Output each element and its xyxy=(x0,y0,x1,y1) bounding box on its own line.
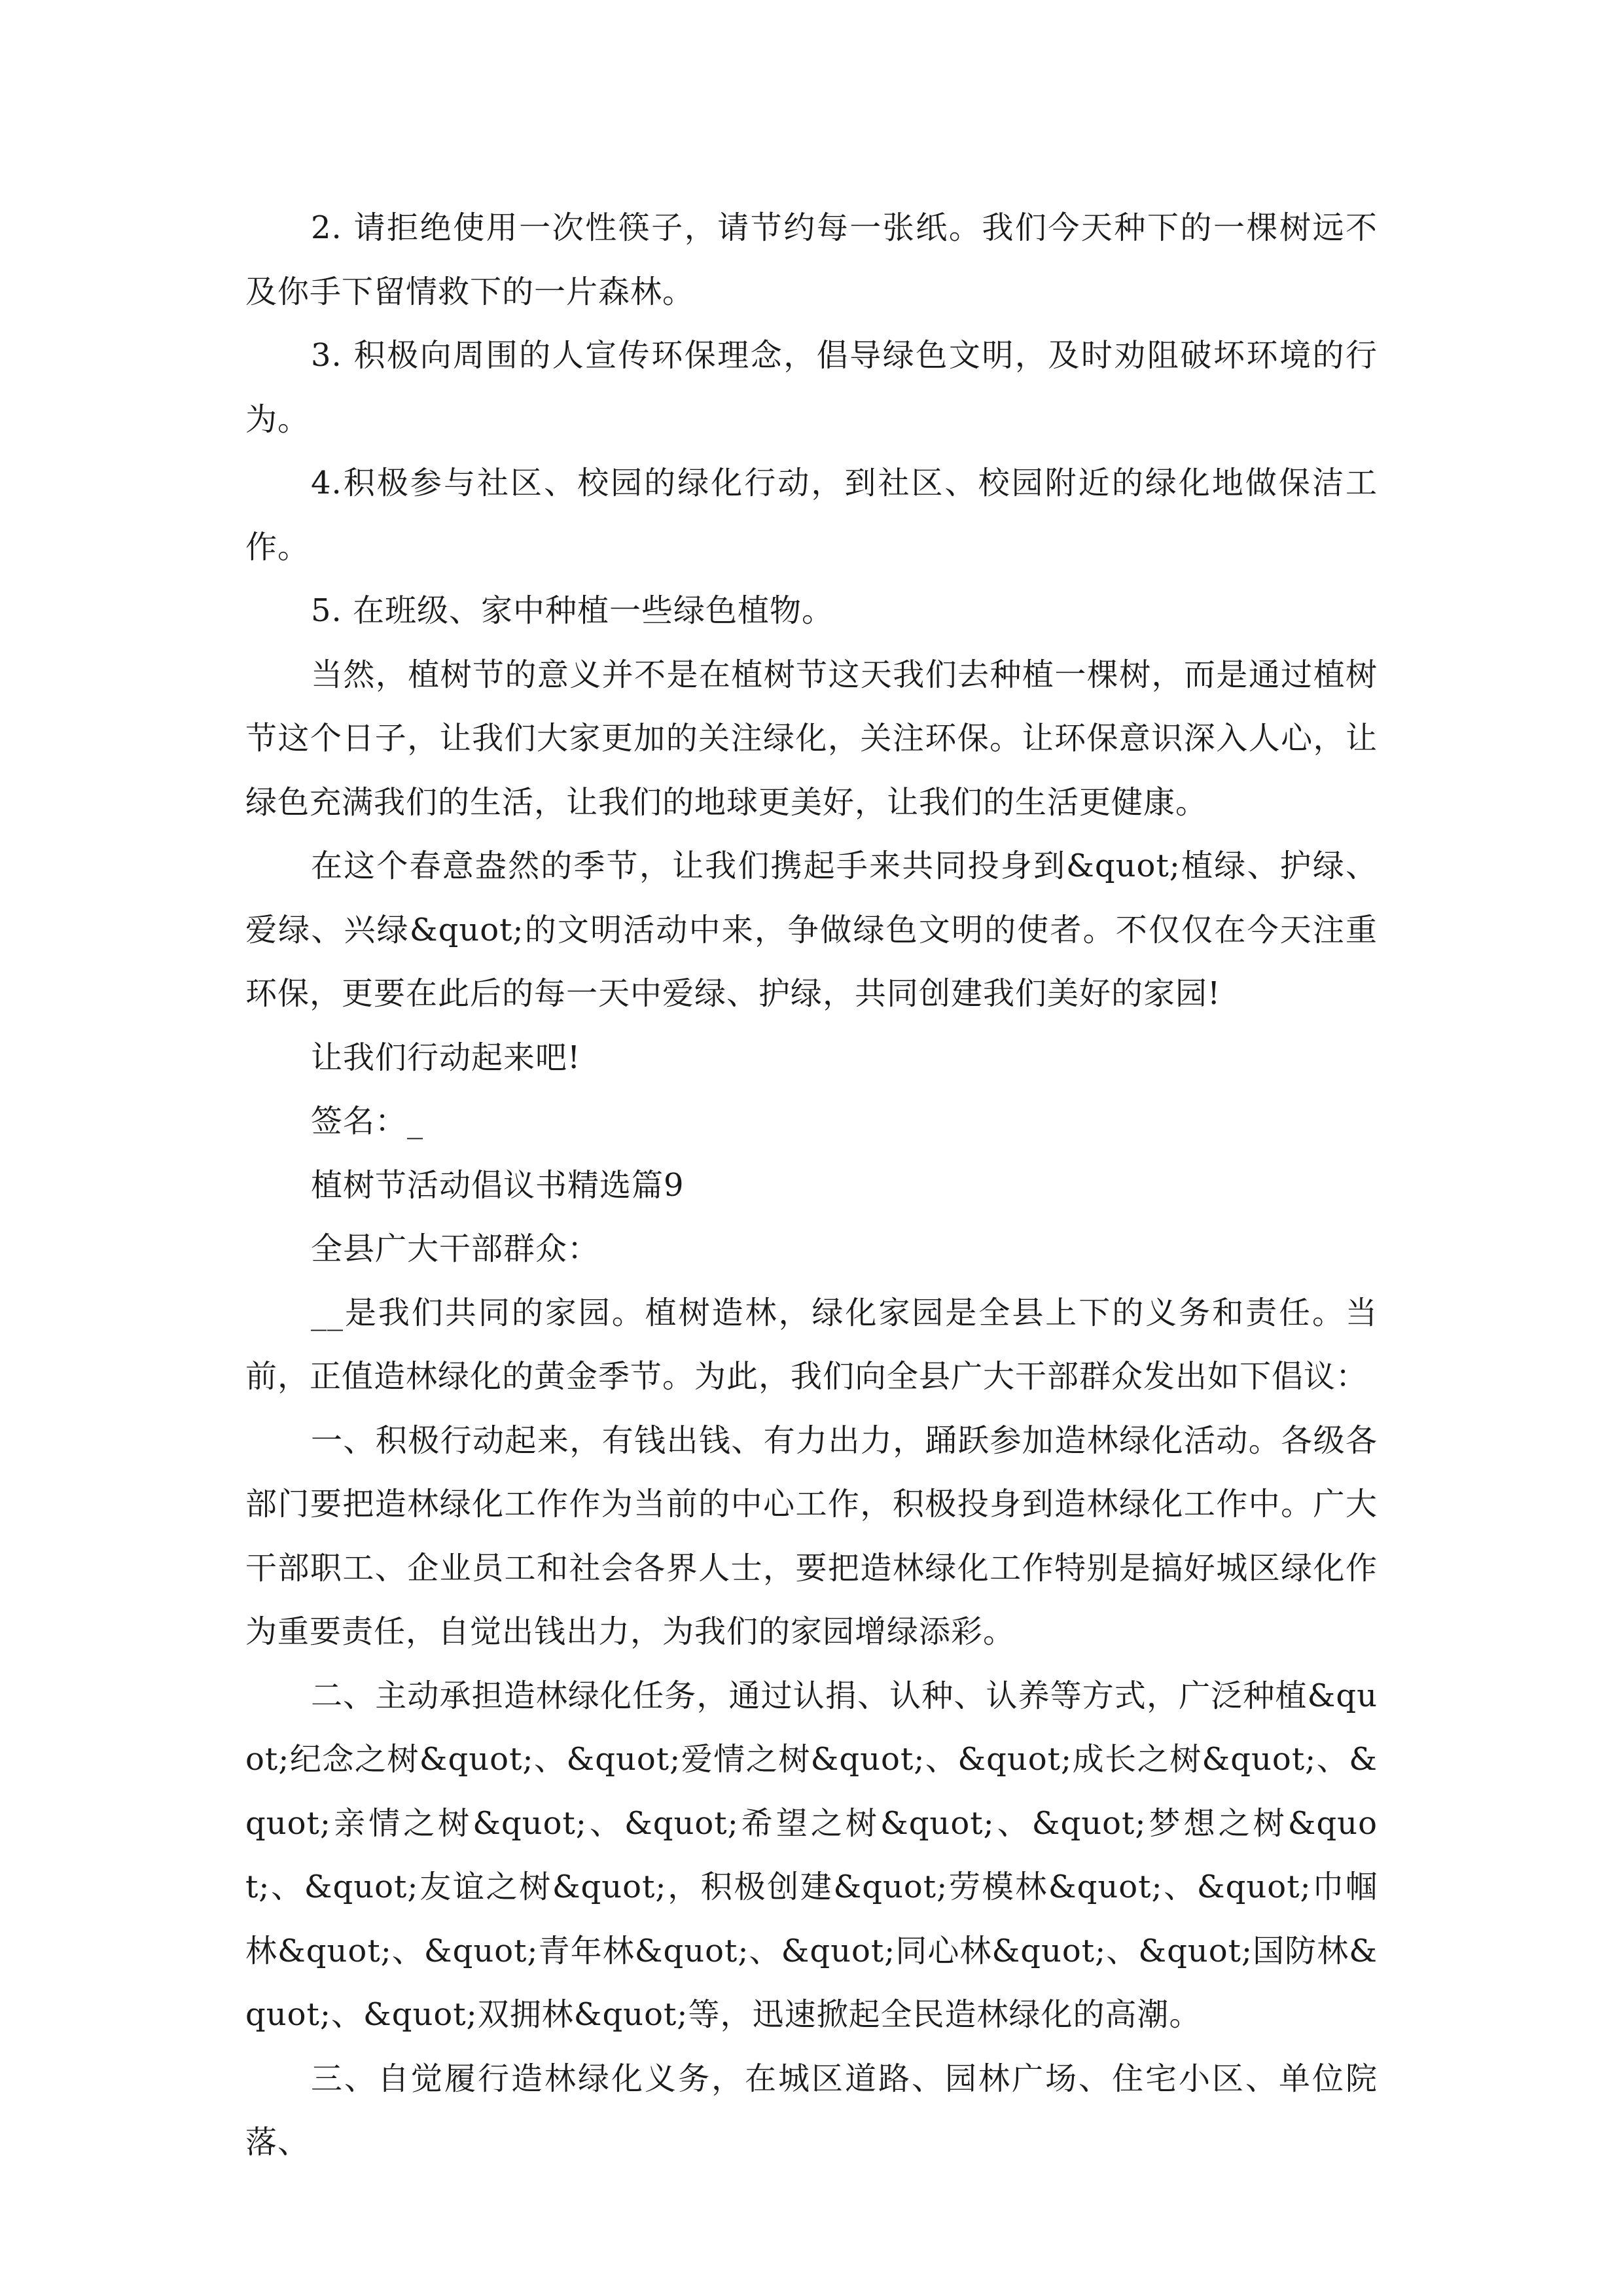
paragraph-proposal-3: 三、自觉履行造林绿化义务，在城区道路、园林广场、住宅小区、单位院落、 xyxy=(245,2060,1378,2161)
paragraph-item-4: 4.积极参与社区、校园的绿化行动，到社区、校园附近的绿化地做保洁工作。 xyxy=(245,465,1378,565)
paragraph-meaning: 当然，植树节的意义并不是在植树节这天我们去种植一棵树，而是通过植树节这个日子，让我们大家更加的关注绿化，关注环保。让环保意识深入人心，让绿色充满我们的生活，让我们的地球更美好，让我们的生活更健康。 xyxy=(245,656,1378,821)
paragraph-item-5: 5. 在班级、家中种植一些绿色植物。 xyxy=(311,592,834,629)
paragraph-item-3: 3. 积极向周围的人宣传环保理念，倡导绿色文明，及时劝阻破坏环境的行为。 xyxy=(245,337,1378,438)
signature-line: 签名：_ xyxy=(311,1103,424,1139)
paragraph-item-2: 2. 请拒绝使用一次性筷子，请节约每一张纸。我们今天种下的一棵树远不及你手下留情救下的一片森林。 xyxy=(245,209,1378,310)
document-body xyxy=(245,196,1378,2175)
paragraph-proposal-2: 二、主动承担造林绿化任务，通过认捐、认种、认养等方式，广泛种植&quot;纪念之树&quot;、&quot;爱情之树&quot;、&quot;成长之树&quot;、&quot;亲情之树&quot;、&quot;希望之树&quot;、&quot;梦想之树&quot;、&quot;友谊之树&quot;，积极创建&quot;劳模林&quot;、&quot;巾帼林&quot;、&quot;青年林&quot;、&quot;同心林&quot;、&quot;国防林&quot;、&quot;双拥林&quot;等，迅速掀起全民造林绿化的高潮。 xyxy=(245,1677,1378,2033)
paragraph-intro: __是我们共同的家园。植树造林，绿化家园是全县上下的义务和责任。当前，正值造林绿化的黄金季节。为此，我们向全县广大干部群众发出如下倡议： xyxy=(245,1294,1378,1395)
salutation: 全县广大干部群众： xyxy=(311,1230,600,1267)
paragraph-spring-call: 在这个春意盎然的季节，让我们携起手来共同投身到&quot;植绿、护绿、爱绿、兴绿&quot;的文明活动中来，争做绿色文明的使者。不仅仅在今天注重环保，更要在此后的每一天中爱绿、护绿，共同创建我们美好的家园! xyxy=(245,848,1378,1012)
paragraph-proposal-1: 一、积极行动起来，有钱出钱、有力出力，踊跃参加造林绿化活动。各级各部门要把造林绿化工作作为当前的中心工作，积极投身到造林绿化工作中。广大干部职工、企业员工和社会各界人士，要把造林绿化工作特别是搞好城区绿化作为重要责任，自觉出钱出力，为我们的家园增绿添彩。 xyxy=(245,1422,1378,1650)
section-title: 植树节活动倡议书精选篇9 xyxy=(311,1166,685,1204)
paragraph-action: 让我们行动起来吧! xyxy=(311,1039,581,1076)
